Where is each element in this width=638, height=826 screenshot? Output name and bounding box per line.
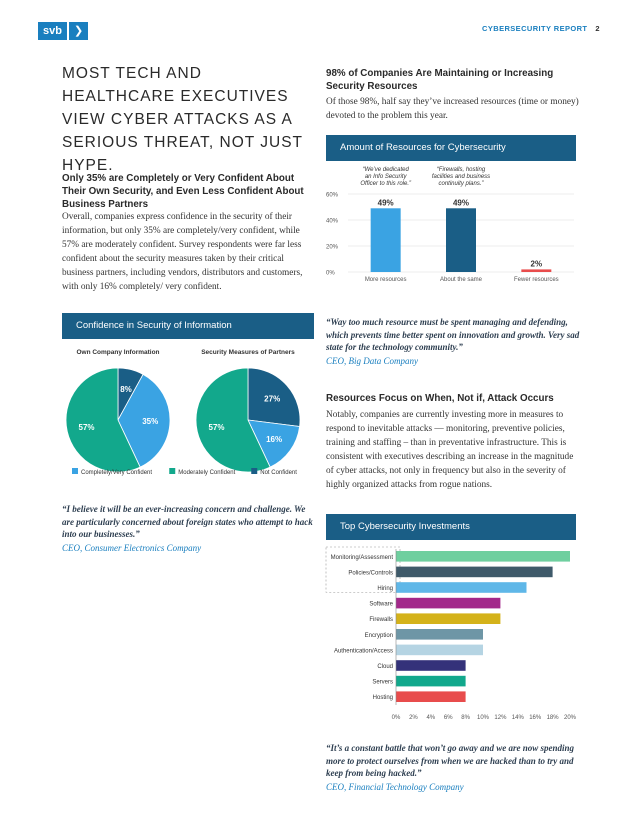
confidence-title: Confidence in Security of Information xyxy=(62,313,314,339)
bar xyxy=(396,551,570,562)
chevron-right-icon: ❯ xyxy=(69,22,88,40)
bar xyxy=(396,629,483,640)
x-tick-label: 18% xyxy=(546,715,559,721)
bar xyxy=(371,208,401,272)
x-tick-label: 8% xyxy=(461,715,470,721)
legend-label: Not Confident xyxy=(260,470,297,476)
pie-value-label: 16% xyxy=(266,434,283,444)
x-tick-label: 20% xyxy=(563,715,577,721)
y-tick-label: 60% xyxy=(326,192,339,199)
y-tick-label: Cloud xyxy=(377,664,393,670)
y-tick-label: 40% xyxy=(326,218,339,225)
left-subhead: Only 35% are Completely or Very Confident About Their Own Security, and Even Less Confident About Business Partners xyxy=(62,173,304,210)
bar-annotation: “We’ve dedicated an Info Security Officer to this role.” xyxy=(360,167,412,187)
y-tick-label: Software xyxy=(369,601,393,608)
x-tick-label: More resources xyxy=(364,277,407,283)
y-tick-label: Authentication/Access xyxy=(333,648,393,655)
x-tick-label: 10% xyxy=(476,715,490,721)
bar xyxy=(396,645,483,656)
bar xyxy=(396,613,500,624)
left-body: Overall, companies express confidence in the security of their information, but only 35% are completely/very confident, while 57% are moderately confident. Survey respondents were far less confident about the security measures taken by their critical business partners, including vendors, distributors and customers, with only 16% completely/ very confident. xyxy=(62,212,303,292)
y-tick-label: 20% xyxy=(326,244,339,251)
y-tick-label: Monitoring/Assessment xyxy=(330,554,393,561)
legend-swatch xyxy=(251,468,257,474)
y-tick-label: Encryption xyxy=(364,632,393,639)
bar xyxy=(396,567,553,578)
x-tick-label: 16% xyxy=(529,715,542,721)
svb-logo xyxy=(38,22,88,40)
bar xyxy=(396,676,466,687)
legend-swatch xyxy=(72,468,78,474)
left-attribution: CEO, Consumer Electronics Company xyxy=(62,543,202,553)
y-tick-label: Hiring xyxy=(377,586,393,592)
confidence-pies xyxy=(62,340,314,490)
x-tick-label: About the same xyxy=(439,277,483,283)
page-number: 2 xyxy=(595,24,600,33)
legend-swatch xyxy=(169,468,175,474)
right-subhead-1: 98% of Companies Are Maintaining or Increasing Security Resources xyxy=(326,68,554,92)
x-tick-label: 2% xyxy=(409,715,418,721)
pie-title: Own Company Information xyxy=(76,349,160,356)
report-header xyxy=(482,24,600,33)
bar-value-label: 2% xyxy=(530,259,543,269)
legend-label: Moderately Confident xyxy=(178,470,236,476)
bar xyxy=(521,269,551,272)
y-tick-label: Servers xyxy=(372,679,393,686)
x-tick-label: 0% xyxy=(391,715,401,721)
pie-title: Security Measures of Partners xyxy=(201,349,295,356)
report-title: CYBERSECURITY REPORT xyxy=(482,24,588,33)
investments-title: Top Cybersecurity Investments xyxy=(326,514,576,540)
right-body-1: Of those 98%, half say they’ve increased resources (time or money) devoted to the problem this year. xyxy=(326,97,579,121)
resources-chart xyxy=(324,162,578,302)
bar xyxy=(446,208,476,272)
left-quote: “I believe it will be an ever-increasing concern and challenge. We are particularly concerned about foreign states who attempt to hack into our businesses.” xyxy=(62,504,313,539)
x-tick-label: 12% xyxy=(494,715,507,721)
resources-title: Amount of Resources for Cybersecurity xyxy=(326,135,576,161)
right-attribution-2: CEO, Financial Technology Company xyxy=(326,782,464,792)
bar xyxy=(396,598,500,609)
pie-value-label: 8% xyxy=(120,384,132,394)
bar-value-label: 49% xyxy=(377,198,394,208)
page-headline: MOST TECH AND HEALTHCARE EXECUTIVES VIEW CYBER ATTACKS AS A SERIOUS THREAT, NOT JUST HYPE. xyxy=(62,65,303,174)
x-tick-label: 14% xyxy=(511,715,524,721)
y-tick-label: Hosting xyxy=(372,695,393,702)
legend-label: Completely/Very Confident xyxy=(81,470,153,476)
pie-value-label: 27% xyxy=(264,394,281,404)
logo-text: svb xyxy=(38,22,67,40)
pie-value-label: 57% xyxy=(208,423,225,433)
pie-value-label: 57% xyxy=(78,423,95,433)
investments-chart xyxy=(324,545,578,730)
y-tick-label: 0% xyxy=(326,270,335,277)
x-tick-label: Fewer resources xyxy=(513,277,559,283)
right-subhead-2: Resources Focus on When, Not if, Attack Occurs xyxy=(326,393,554,404)
y-tick-label: Policies/Controls xyxy=(348,570,393,577)
x-tick-label: 6% xyxy=(443,715,453,721)
pie-value-label: 35% xyxy=(142,417,159,427)
right-attribution-1: CEO, Big Data Company xyxy=(326,356,418,366)
right-quote-1: “Way too much resource must be spent managing and defending, which prevents time better spent on innovation and growth. Very sad state for the technology community.” xyxy=(326,317,580,352)
bar xyxy=(396,582,527,593)
bar-value-label: 49% xyxy=(452,198,470,208)
right-quote-2: “It’s a constant battle that won’t go away and we are now spending more to protect ourselves from when we are hacked than to try and keep from being hacked.” xyxy=(326,743,575,778)
bar xyxy=(396,660,466,671)
right-body-2: Notably, companies are currently investing more in measures to respond to inevitable attacks — monitoring, preventive policies, training and staffing – than in preventative infrastructure. This is consistent with executives describing an increase in the magnitude of cyber attacks, not only in frequency but also in the severity of highly organized attacks from rogue nations. xyxy=(326,410,574,490)
bar xyxy=(396,691,466,702)
x-tick-label: 4% xyxy=(426,715,436,721)
y-tick-label: Firewalls xyxy=(369,617,393,624)
bar-annotation: “Firewalls, hosting facilities and business continuity plans.” xyxy=(431,167,491,187)
